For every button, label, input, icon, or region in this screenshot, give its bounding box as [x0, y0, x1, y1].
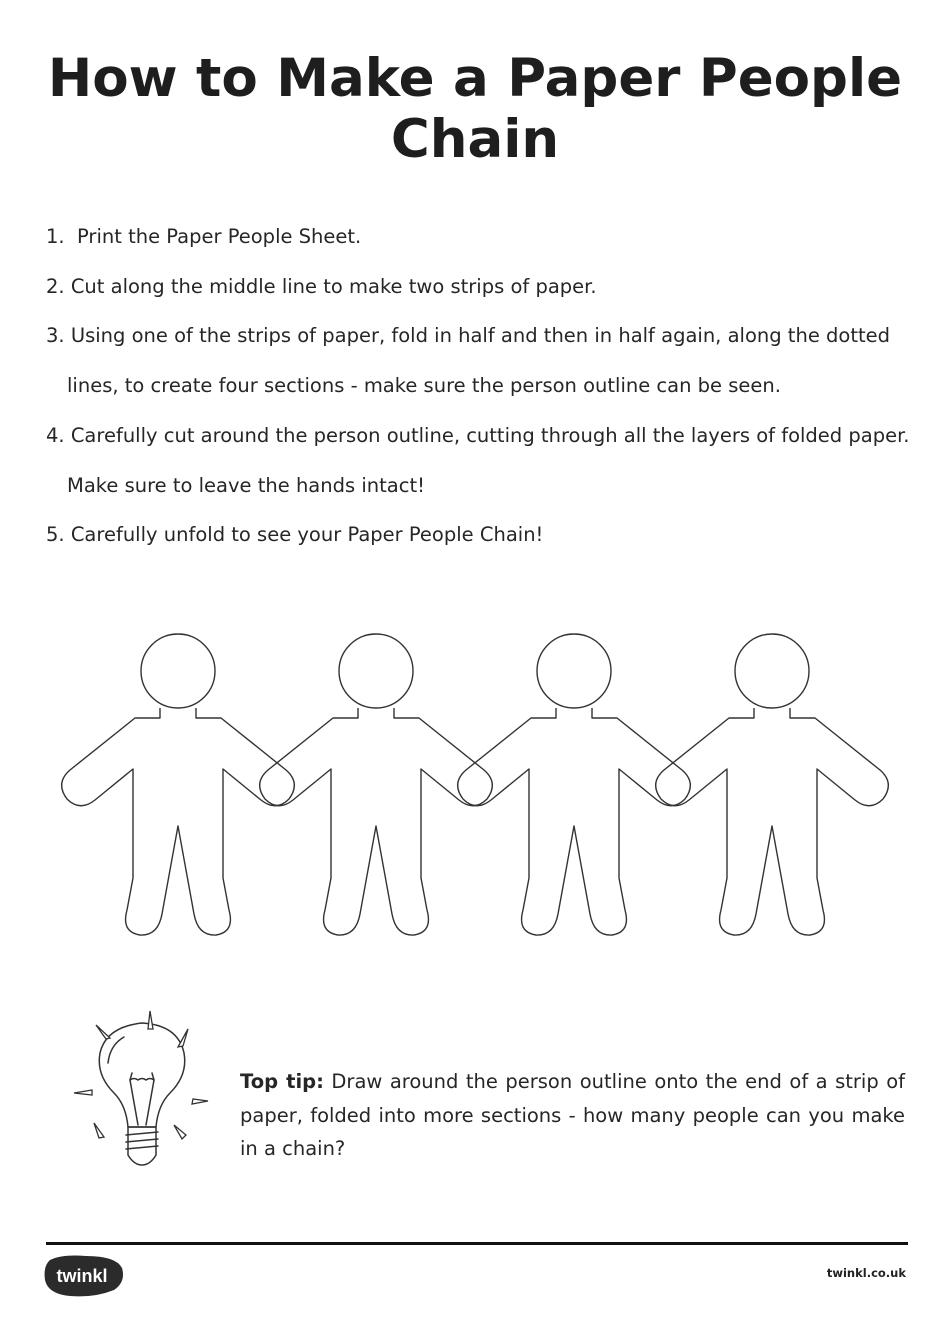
- step-text: lines, to create four sections - make sure the person outline can be seen.: [67, 374, 781, 398]
- step-number: 4.: [46, 423, 65, 447]
- twinkl-logo-icon: [42, 1254, 126, 1298]
- step-2: [46, 262, 916, 312]
- lightbulb-icon: [70, 1005, 220, 1175]
- step-1: [46, 212, 916, 262]
- step-5: [46, 510, 916, 560]
- step-3-continued: [46, 361, 916, 411]
- paper-people-chain-icon: [0, 620, 950, 950]
- step-text: Cut along the middle line to make two strips of paper.: [70, 274, 597, 298]
- step-text: Carefully unfold to see your Paper People Chain!: [70, 523, 544, 547]
- top-tip: [240, 1065, 905, 1166]
- step-number: 3.: [46, 324, 65, 348]
- step-number: 5.: [46, 523, 65, 547]
- logo-text: twinkl: [56, 1266, 108, 1286]
- step-text: Make sure to leave the hands intact!: [67, 473, 425, 497]
- page-title: How to Make a Paper People Chain: [47, 48, 903, 170]
- site-url: twinkl.co.uk: [826, 1266, 906, 1280]
- instruction-list: [46, 212, 916, 560]
- footer-divider: [46, 1242, 908, 1245]
- step-number: 1.: [46, 225, 65, 248]
- step-4: [46, 411, 916, 461]
- step-text: Using one of the strips of paper, fold in half and then in half again, along the dotted: [70, 324, 890, 348]
- step-text: Carefully cut around the person outline, cutting through all the layers of folded paper.: [70, 423, 910, 447]
- step-text: Print the Paper People Sheet.: [77, 225, 362, 248]
- step-number: 2.: [46, 274, 65, 298]
- tip-text: Draw around the person outline onto the end of a strip of paper, folded into more sections - how many people can you make in a chain?: [240, 1070, 906, 1160]
- step-4-continued: [46, 461, 916, 511]
- tip-label: Top tip:: [240, 1070, 324, 1093]
- step-3: [46, 311, 916, 361]
